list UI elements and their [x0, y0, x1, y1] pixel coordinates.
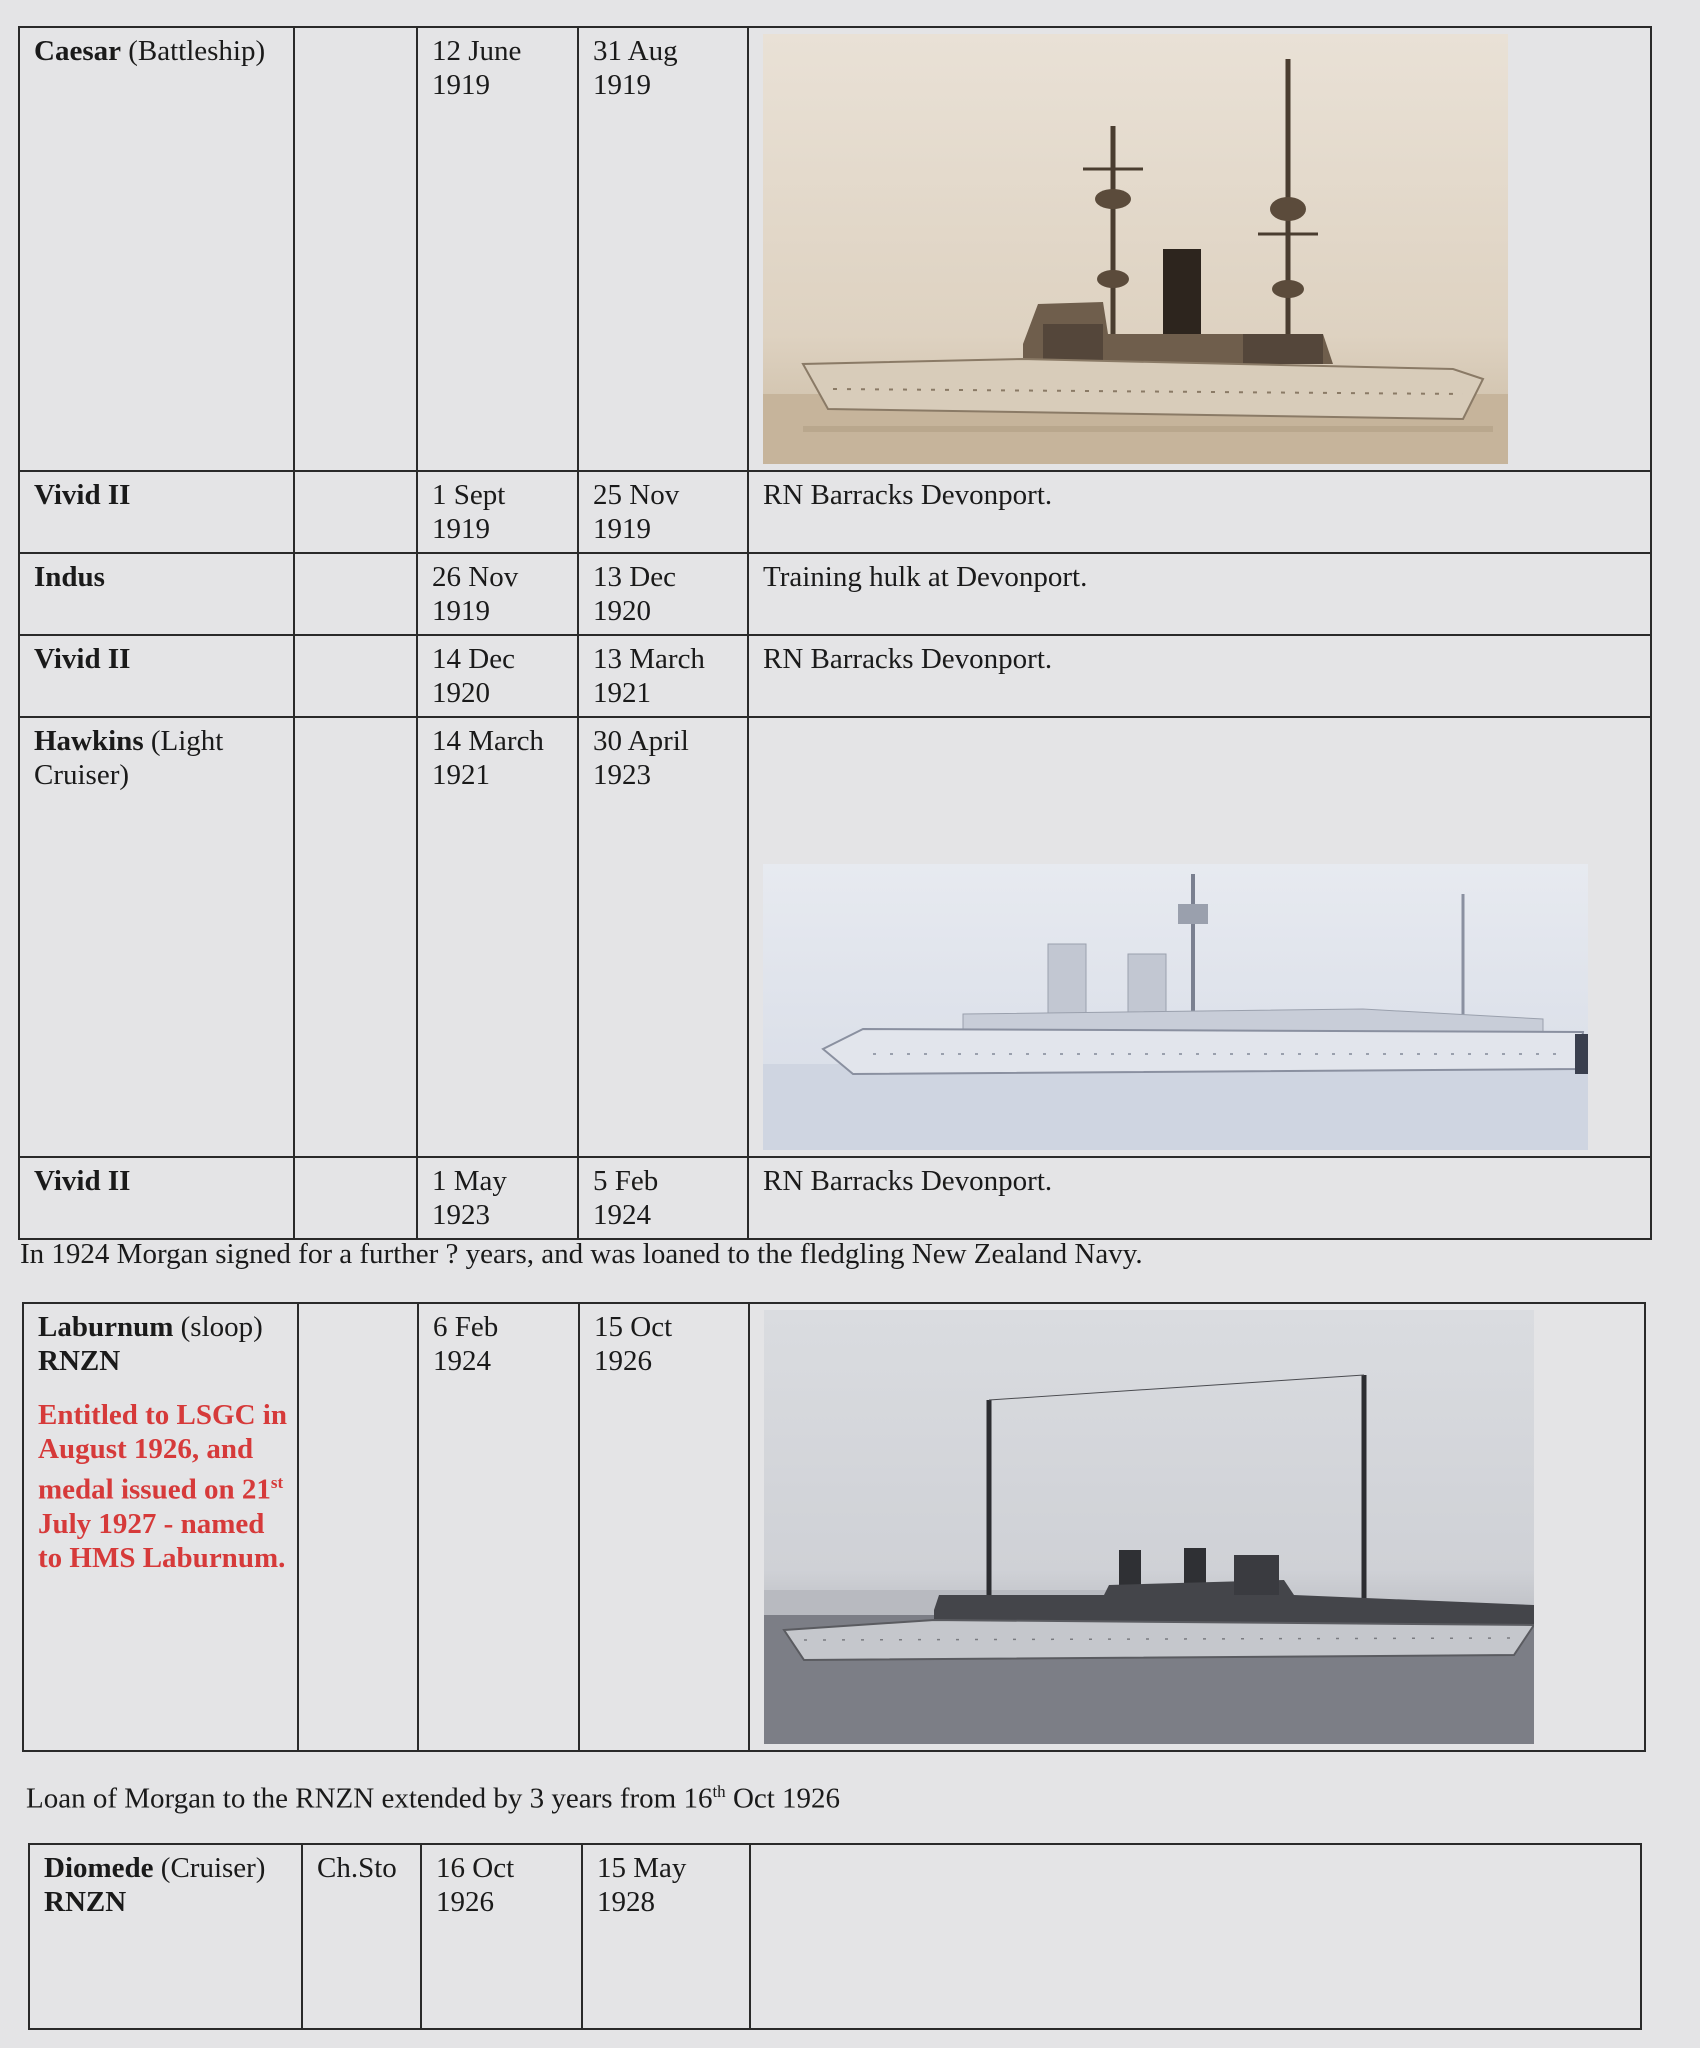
- to-date-day: 25 Nov: [593, 479, 680, 511]
- from-date-cell: [417, 717, 578, 1157]
- to-date-cell: [578, 553, 748, 635]
- rating-cell: [294, 27, 417, 471]
- from-date-cell: [418, 1303, 579, 1751]
- rating-cell: [298, 1303, 418, 1751]
- remark-cell: Training hulk at Devonport.: [748, 553, 1651, 635]
- service-table-3: [28, 1843, 1642, 2030]
- table-row: [19, 553, 1651, 635]
- to-date-day: 30 April: [593, 725, 689, 757]
- to-date-cell: [579, 1303, 749, 1751]
- rating-cell: [294, 553, 417, 635]
- ship-type: (Battleship): [120, 35, 266, 67]
- ship-name: Hawkins: [34, 725, 144, 757]
- loan-extension-text: Loan of Morgan to the RNZN extended by 3 years from 16: [26, 1782, 713, 1815]
- to-date-cell: [578, 1157, 748, 1239]
- ship-cell: [19, 1157, 294, 1239]
- remark-cell: RN Barracks Devonport.: [748, 471, 1651, 553]
- ship-name: Caesar: [34, 35, 121, 67]
- lsgc-note-text: Entitled to LSGC in August 1926, and medal issued on 21: [38, 1399, 287, 1506]
- from-date-day: 14 March: [432, 725, 544, 757]
- remark-cell: RN Barracks Devonport.: [748, 1157, 1651, 1239]
- table-row: [29, 1844, 1641, 2029]
- to-date-day: 13 March: [593, 643, 705, 675]
- rating-cell: [294, 635, 417, 717]
- table-row: [19, 635, 1651, 717]
- remark-cell: RN Barracks Devonport.: [748, 635, 1651, 717]
- rating-cell: [294, 1157, 417, 1239]
- table-row: [19, 1157, 1651, 1239]
- ship-type: (Cruiser): [153, 1852, 266, 1884]
- to-date-year: 1926: [594, 1345, 652, 1377]
- ship-name: Vivid II: [34, 479, 131, 511]
- from-date-year: 1919: [432, 595, 490, 627]
- table-row: [19, 717, 1651, 1157]
- lsgc-note-text-end: July 1927 - named to HMS Laburnum.: [38, 1507, 286, 1574]
- ship-type: (sloop): [173, 1311, 263, 1343]
- loan-extension-suffix: th: [712, 1782, 726, 1801]
- ship-name: Diomede: [44, 1852, 154, 1884]
- to-date-cell: [578, 717, 748, 1157]
- ship-cell: [19, 27, 294, 471]
- ship-cell: [19, 553, 294, 635]
- photo-cell: [749, 1303, 1645, 1751]
- from-date-year: 1919: [432, 513, 490, 545]
- from-date-day: 12 June: [432, 35, 522, 67]
- from-date-day: 26 Nov: [432, 561, 519, 593]
- loan-extension-paragraph: [26, 1782, 840, 1816]
- from-date-year: 1921: [432, 759, 490, 791]
- from-date-year: 1920: [432, 677, 490, 709]
- ship-cell: [29, 1844, 302, 2029]
- to-date-year: 1923: [593, 759, 651, 791]
- to-date-year: 1919: [593, 513, 651, 545]
- ship-cell: [19, 717, 294, 1157]
- ship-name: Vivid II: [34, 1165, 131, 1197]
- to-date-day: 13 Dec: [593, 561, 676, 593]
- to-date-year: 1920: [593, 595, 651, 627]
- from-date-year: 1926: [436, 1886, 494, 1918]
- rating-cell: [294, 471, 417, 553]
- ship-cell: [19, 635, 294, 717]
- from-date-day: 14 Dec: [432, 643, 515, 675]
- from-date-year: 1924: [433, 1345, 491, 1377]
- from-date-year: 1923: [432, 1199, 490, 1231]
- from-date-cell: [417, 471, 578, 553]
- rating-cell: Ch.Sto: [302, 1844, 421, 2029]
- to-date-year: 1928: [597, 1886, 655, 1918]
- loan-paragraph: In 1924 Morgan signed for a further ? years, and was loaned to the fledgling New Zealand Navy.: [20, 1238, 1143, 1270]
- to-date-cell: [578, 27, 748, 471]
- from-date-cell: [417, 635, 578, 717]
- navy-label: RNZN: [44, 1886, 127, 1918]
- to-date-year: 1919: [593, 69, 651, 101]
- lsgc-note: [38, 1398, 288, 1575]
- from-date-cell: [417, 27, 578, 471]
- from-date-day: 6 Feb: [433, 1311, 499, 1343]
- from-date-cell: [421, 1844, 582, 2029]
- to-date-day: 15 May: [597, 1852, 687, 1884]
- sloop-photo: [764, 1310, 1630, 1744]
- to-date-year: 1924: [593, 1199, 651, 1231]
- rating-cell: [294, 717, 417, 1157]
- table-row: [23, 1303, 1645, 1751]
- to-date-cell: [578, 471, 748, 553]
- remark-cell: [750, 1844, 1641, 2029]
- ship-type: (Light Cruiser): [34, 725, 224, 791]
- ship-name: Laburnum: [38, 1311, 174, 1343]
- ship-cell: [23, 1303, 298, 1751]
- ship-name: Vivid II: [34, 643, 131, 675]
- to-date-day: 5 Feb: [593, 1165, 659, 1197]
- navy-label: RNZN: [38, 1345, 121, 1377]
- from-date-year: 1919: [432, 69, 490, 101]
- from-date-cell: [417, 553, 578, 635]
- photo-cell: [748, 27, 1651, 471]
- photo-cell: [748, 717, 1651, 1157]
- service-table-2: [22, 1302, 1646, 1752]
- ship-name: Indus: [34, 561, 105, 593]
- to-date-day: 31 Aug: [593, 35, 678, 67]
- to-date-year: 1921: [593, 677, 651, 709]
- service-table-1: [18, 26, 1652, 1240]
- lsgc-note-suffix: st: [270, 1473, 284, 1492]
- table-row: [19, 27, 1651, 471]
- loan-extension-text-end: Oct 1926: [725, 1782, 841, 1815]
- to-date-day: 15 Oct: [594, 1311, 673, 1343]
- from-date-day: 1 May: [432, 1165, 507, 1197]
- from-date-day: 1 Sept: [432, 479, 506, 511]
- table-row: [19, 471, 1651, 553]
- to-date-cell: [578, 635, 748, 717]
- from-date-day: 16 Oct: [436, 1852, 515, 1884]
- cruiser-photo: [763, 864, 1636, 1150]
- ship-cell: [19, 471, 294, 553]
- battleship-photo: [763, 34, 1636, 464]
- to-date-cell: [582, 1844, 750, 2029]
- from-date-cell: [417, 1157, 578, 1239]
